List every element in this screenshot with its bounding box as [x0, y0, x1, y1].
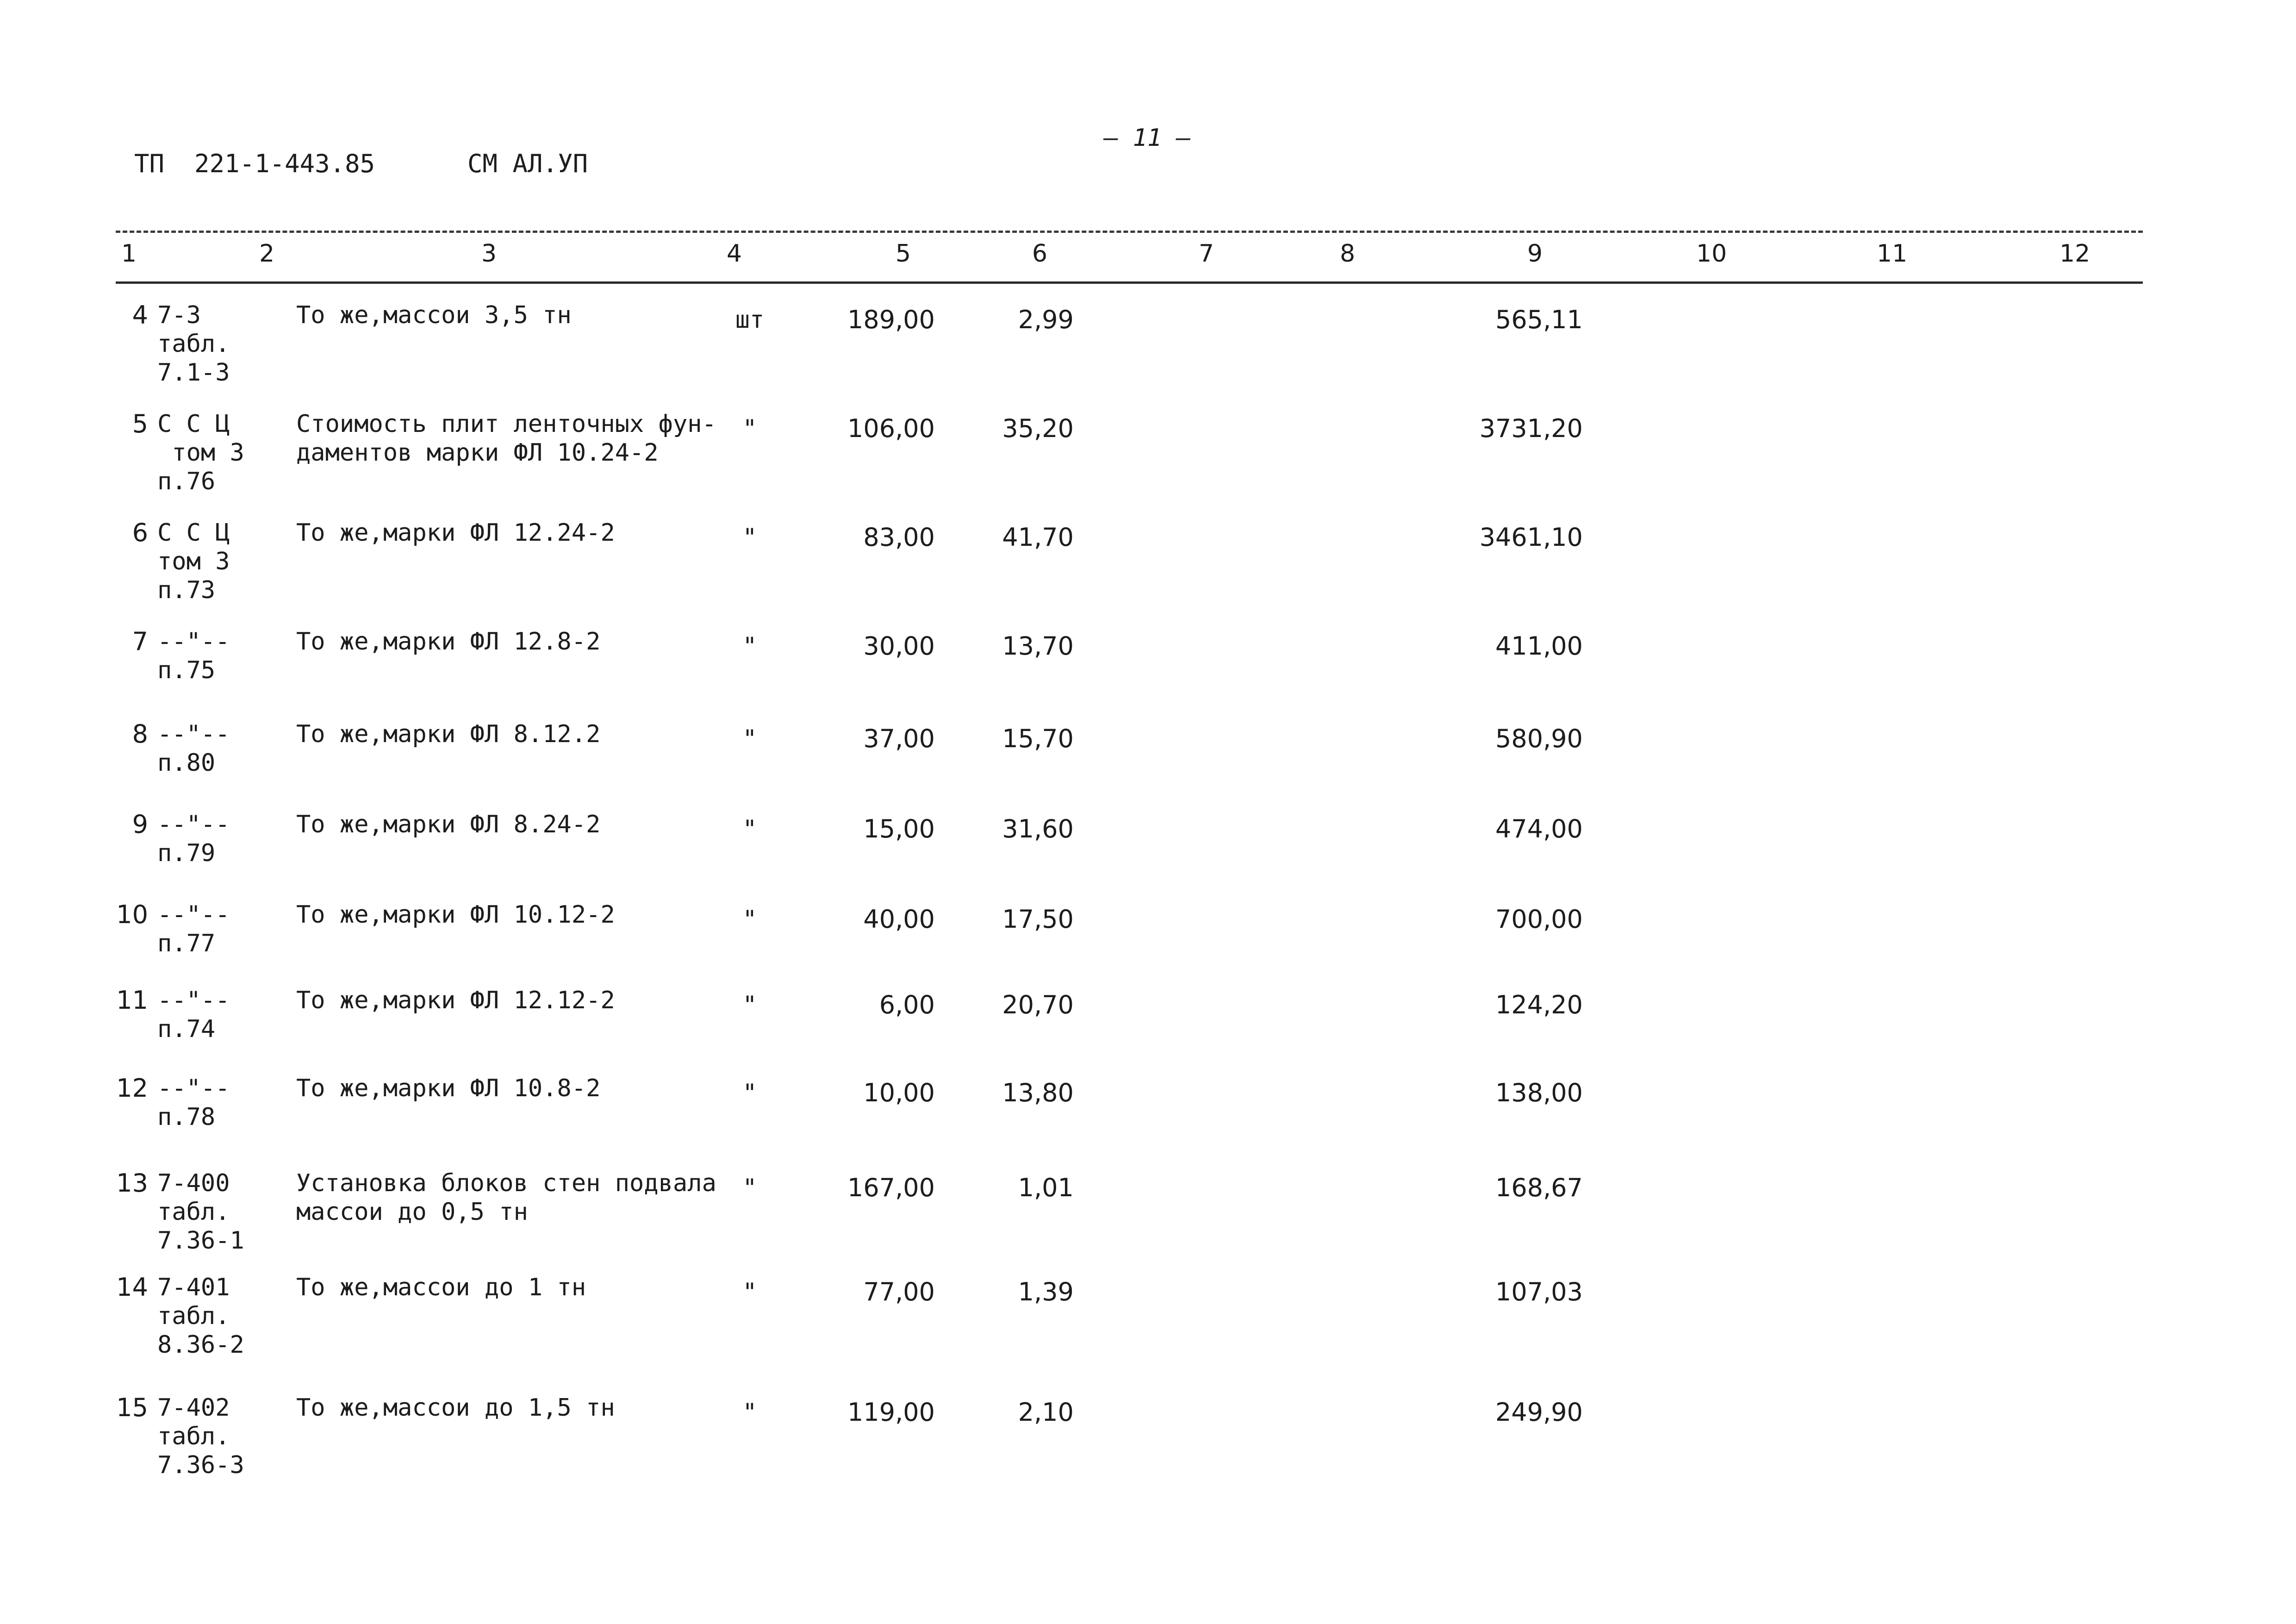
row-quantity: 167,00	[847, 1173, 935, 1202]
row-unit: "	[742, 632, 757, 660]
row-unit: "	[742, 991, 757, 1019]
row-total: 249,90	[1495, 1398, 1583, 1427]
column-number-9: 9	[1527, 240, 1543, 268]
row-reference: 7-401 табл. 8.36-2	[157, 1274, 244, 1359]
row-number: 6	[132, 518, 148, 547]
row-description: То же,марки ФЛ 8.12.2	[296, 720, 601, 748]
row-unit-price: 17,50	[1002, 905, 1074, 934]
row-reference: --"-- п.77	[157, 901, 230, 957]
row-unit: "	[742, 1278, 757, 1306]
row-unit: "	[742, 906, 757, 933]
table-top-rule	[116, 231, 2143, 233]
row-unit-price: 13,80	[1002, 1078, 1074, 1107]
row-description: То же,марки ФЛ 8.24-2	[296, 811, 601, 838]
document-suffix: СМ АЛ.УП	[467, 149, 588, 178]
row-quantity: 119,00	[847, 1398, 935, 1427]
table-header-rule	[116, 281, 2143, 284]
row-description: Стоимость плит ленточных фун- даментов марки ФЛ 10.24-2	[296, 410, 716, 467]
row-unit-price: 2,99	[1018, 305, 1074, 334]
row-description: То же,массои 3,5 тн	[296, 301, 572, 329]
row-number: 4	[132, 300, 148, 330]
row-number: 15	[116, 1393, 148, 1422]
column-number-5: 5	[896, 240, 911, 268]
row-description: То же,марки ФЛ 12.12-2	[296, 987, 615, 1014]
row-description: То же,марки ФЛ 12.24-2	[296, 519, 615, 547]
row-unit-price: 2,10	[1018, 1398, 1074, 1427]
row-unit-price: 1,01	[1018, 1173, 1074, 1202]
row-number: 5	[132, 409, 148, 438]
row-number: 7	[132, 627, 148, 656]
column-number-1: 1	[121, 240, 137, 268]
row-description: То же,марки ФЛ 10.8-2	[296, 1074, 601, 1102]
row-unit-price: 41,70	[1002, 523, 1074, 552]
row-unit: "	[742, 815, 757, 843]
row-quantity: 189,00	[847, 305, 935, 334]
row-quantity: 83,00	[863, 523, 935, 552]
row-description: То же,массои до 1 тн	[296, 1274, 586, 1301]
row-quantity: 40,00	[863, 905, 935, 934]
row-unit: шт	[735, 306, 765, 334]
row-reference: --"-- п.75	[157, 628, 230, 684]
column-number-6: 6	[1032, 240, 1048, 268]
row-unit-price: 15,70	[1002, 724, 1074, 753]
row-unit: "	[742, 1174, 757, 1202]
row-description: Установка блоков стен подвала массои до 0,5 тн	[296, 1169, 716, 1226]
row-total: 580,90	[1495, 724, 1583, 753]
row-total: 3461,10	[1479, 523, 1583, 552]
row-unit: "	[742, 415, 757, 443]
column-number-8: 8	[1340, 240, 1356, 268]
row-reference: С С Ц том 3 п.76	[157, 410, 244, 495]
row-total: 138,00	[1495, 1078, 1583, 1107]
row-number: 13	[116, 1168, 148, 1198]
row-unit-price: 31,60	[1002, 814, 1074, 843]
row-unit: "	[742, 1399, 757, 1426]
column-number-10: 10	[1696, 240, 1727, 268]
row-reference: 7-400 табл. 7.36-1	[157, 1169, 244, 1255]
row-quantity: 106,00	[847, 414, 935, 443]
row-total: 124,20	[1495, 990, 1583, 1019]
row-quantity: 77,00	[863, 1277, 935, 1306]
row-unit: "	[742, 725, 757, 753]
row-unit-price: 35,20	[1002, 414, 1074, 443]
row-description: То же,массои до 1,5 тн	[296, 1394, 615, 1422]
row-quantity: 30,00	[863, 631, 935, 661]
row-quantity: 15,00	[863, 814, 935, 843]
row-number: 12	[116, 1074, 148, 1103]
row-description: То же,марки ФЛ 12.8-2	[296, 628, 601, 656]
row-number: 10	[116, 900, 148, 929]
column-number-7: 7	[1199, 240, 1214, 268]
row-reference: --"-- п.80	[157, 720, 230, 777]
row-reference: --"-- п.74	[157, 987, 230, 1043]
row-number: 11	[116, 986, 148, 1015]
row-unit: "	[742, 1079, 757, 1107]
column-number-11: 11	[1877, 240, 1908, 268]
row-quantity: 6,00	[879, 990, 935, 1019]
document-code: ТП 221-1-443.85	[134, 149, 375, 178]
row-description: То же,марки ФЛ 10.12-2	[296, 901, 615, 929]
column-number-12: 12	[2060, 240, 2091, 268]
row-total: 107,03	[1495, 1277, 1583, 1306]
row-reference: 7-3 табл. 7.1-3	[157, 301, 230, 387]
page-number: – 11 –	[1104, 124, 1191, 152]
row-total: 168,67	[1495, 1173, 1583, 1202]
row-reference: 7-402 табл. 7.36-3	[157, 1394, 244, 1479]
row-reference: --"-- п.78	[157, 1074, 230, 1131]
row-total: 565,11	[1495, 305, 1583, 334]
column-number-4: 4	[727, 240, 742, 268]
row-number: 9	[132, 810, 148, 839]
row-reference: --"-- п.79	[157, 811, 230, 867]
column-number-2: 2	[259, 240, 275, 268]
row-total: 474,00	[1495, 814, 1583, 843]
row-number: 14	[116, 1273, 148, 1302]
column-number-3: 3	[481, 240, 497, 268]
row-total: 700,00	[1495, 905, 1583, 934]
row-unit-price: 20,70	[1002, 990, 1074, 1019]
row-unit-price: 1,39	[1018, 1277, 1074, 1306]
row-total: 411,00	[1495, 631, 1583, 661]
row-total: 3731,20	[1479, 414, 1583, 443]
row-unit: "	[742, 524, 757, 551]
row-reference: С С Ц том 3 п.73	[157, 519, 230, 604]
row-number: 8	[132, 719, 148, 749]
row-quantity: 10,00	[863, 1078, 935, 1107]
row-quantity: 37,00	[863, 724, 935, 753]
row-unit-price: 13,70	[1002, 631, 1074, 661]
